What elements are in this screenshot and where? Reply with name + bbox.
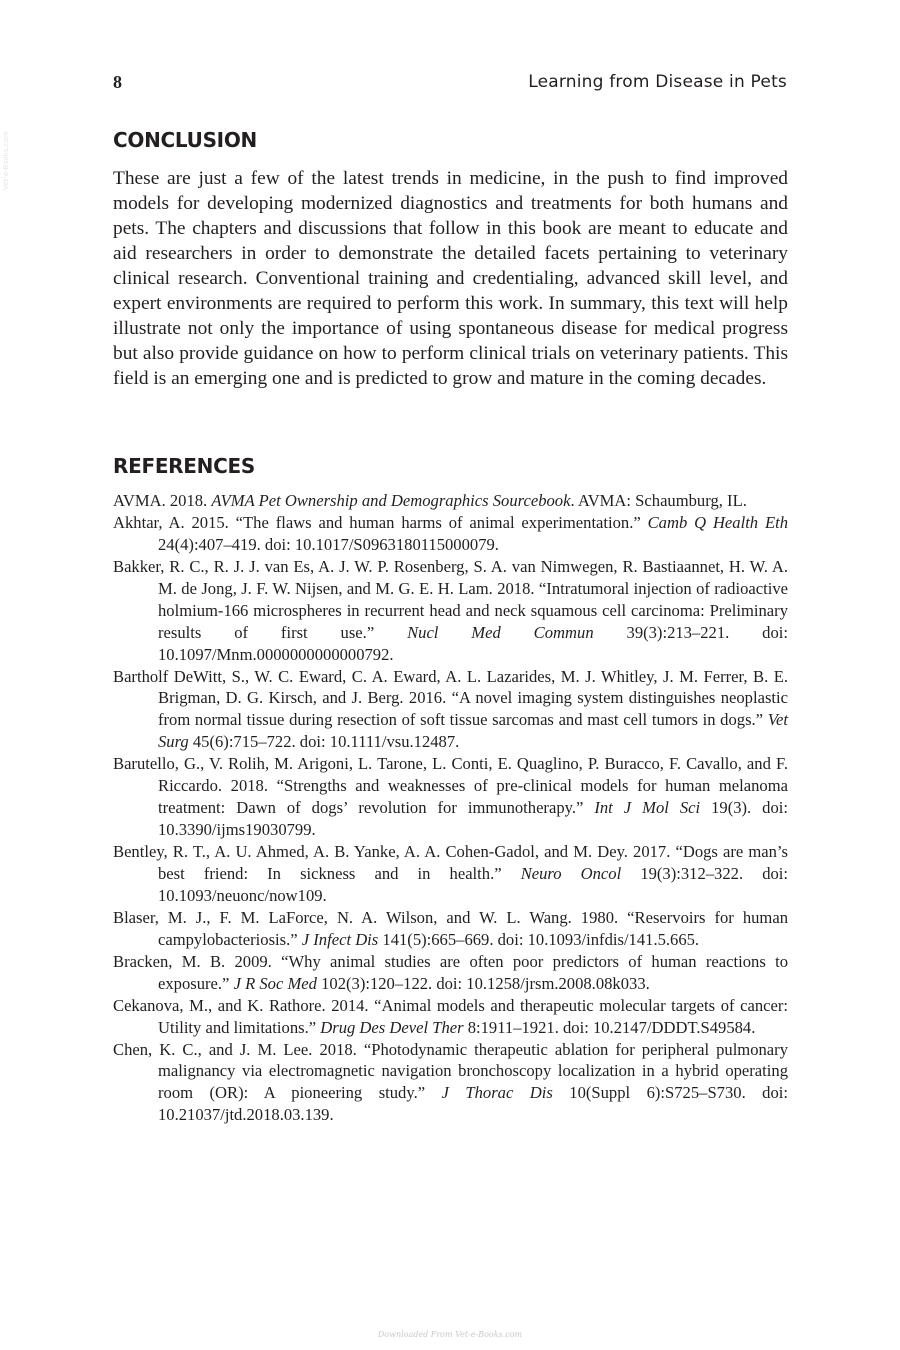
journal-title: Int J Mol Sci bbox=[594, 798, 701, 818]
journal-title: Camb Q Health Eth bbox=[647, 513, 789, 532]
reference-item: Bakker, R. C., R. J. J. van Es, A. J. W. P. Rosenberg, S. A. van Nimwegen, R. Bastiaannet, H. W. A. M. de Jong, J. F. W. Nijsen, and M. G. E. H. Lam. 2018. “Intratumoral injection of radioactive holmium-166 microspheres in recurrent head and neck squamous cell carcinoma: Preliminary results of first use.” Nucl Med Commun 39(3):213–221. doi: 10.1097/Mnm.0000000000000792. bbox=[113, 556, 788, 664]
reference-item: Bartholf DeWitt, S., W. C. Eward, C. A. Eward, A. L. Lazarides, M. J. Whitley, J. M. Ferrer, B. E. Brigman, D. G. Kirsch, and J. Berg. 2016. “A novel imaging system distinguishes neoplastic from normal tissue during resection of soft tissue sarcomas and mast cell tumors in dogs.” Vet Surg 45(6):715–722. doi: 10.1111/vsu.12487. bbox=[113, 666, 788, 752]
reference-item: Bracken, M. B. 2009. “Why animal studies are often poor predictors of human reactions to exposure.” J R Soc Med 102(3):120–122. doi: 10.1258/jrsm.2008.08k033. bbox=[113, 951, 788, 993]
footer-watermark: Downloaded From Vet-e-Books.com bbox=[377, 1330, 523, 1339]
journal-title: Vet Surg bbox=[158, 710, 788, 752]
reference-item: Chen, K. C., and J. M. Lee. 2018. “Photodynamic therapeutic ablation for peripheral pulmonary malignancy via electromagnetic navigation bronchoscopy localization in a hybrid operating room (OR): A pioneering study.” J Thorac Dis 10(Suppl 6):S725–S730. doi: 10.21037/jtd.2018.03.139. bbox=[113, 1039, 788, 1125]
reference-item: Cekanova, M., and K. Rathore. 2014. “Animal models and therapeutic molecular targets of cancer: Utility and limitations.” Drug Des Devel Ther 8:1911–1921. doi: 10.2147/DDDT.S49584. bbox=[113, 995, 788, 1037]
conclusion-heading: CONCLUSION bbox=[113, 128, 257, 152]
reference-item: Blaser, M. J., F. M. LaForce, N. A. Wilson, and W. L. Wang. 1980. “Reservoirs for human campylobacteriosis.” J Infect Dis 141(5):665–669. doi: 10.1093/infdis/141.5.665. bbox=[113, 907, 788, 949]
journal-title: J Infect Dis bbox=[301, 929, 379, 949]
journal-title: Drug Des Devel Ther bbox=[320, 1017, 464, 1037]
journal-title: AVMA Pet Ownership and Demographics Sourcebook bbox=[211, 491, 571, 510]
journal-title: Neuro Oncol bbox=[520, 863, 622, 883]
reference-item: Barutello, G., V. Rolih, M. Arigoni, L. Tarone, L. Conti, E. Quaglino, P. Buracco, F. Cavallo, and F. Riccardo. 2018. “Strengths and weaknesses of pre-clinical models for human melanoma treatment: Dawn of dogs’ revolution for immunotherapy.” Int J Mol Sci 19(3). doi: 10.3390/ijms19030799. bbox=[113, 754, 788, 839]
reference-list bbox=[113, 490, 788, 1126]
references-heading: REFERENCES bbox=[113, 454, 255, 478]
reference-item: Bentley, R. T., A. U. Ahmed, A. B. Yanke, A. A. Cohen-Gadol, and M. Dey. 2017. “Dogs are man’s best friend: In sickness and in health.” Neuro Oncol 19(3):312–322. doi: 10.1093/neuonc/now109. bbox=[113, 841, 789, 905]
conclusion-paragraph: These are just a few of the latest trends in medicine, in the push to find improved models for developing modernized diagnostics and treatments for both humans and pets. The chapters and discussions that follow in this book are meant to educate and aid researchers in order to demonstrate the detailed facets pertaining to veterinary clinical research. Conventional training and credentialing, advanced skill level, and expert environments are required to perform this work. In summary, this text will help illustrate not only the importance of using spontaneous disease for medical progress but also provide guidance on how to perform clinical trials on veterinary patients. This field is an emerging one and is predicted to grow and mature in the coming decades. bbox=[113, 168, 788, 389]
page-number: 8 bbox=[113, 72, 122, 92]
journal-title: Nucl Med Commun bbox=[407, 622, 594, 642]
running-title: Learning from Disease in Pets bbox=[528, 72, 787, 92]
journal-title: J Thorac Dis bbox=[441, 1083, 553, 1103]
reference-item: Akhtar, A. 2015. “The flaws and human harms of animal experimentation.” Camb Q Health Eth 24(4):407–419. doi: 10.1017/S0963180115000079. bbox=[113, 513, 789, 554]
reference-item: AVMA. 2018. AVMA Pet Ownership and Demographics Sourcebook. AVMA: Schaumburg, IL. bbox=[113, 491, 747, 510]
journal-title: J R Soc Med bbox=[233, 973, 317, 993]
side-watermark: Vet-e-Books.com bbox=[2, 131, 10, 190]
